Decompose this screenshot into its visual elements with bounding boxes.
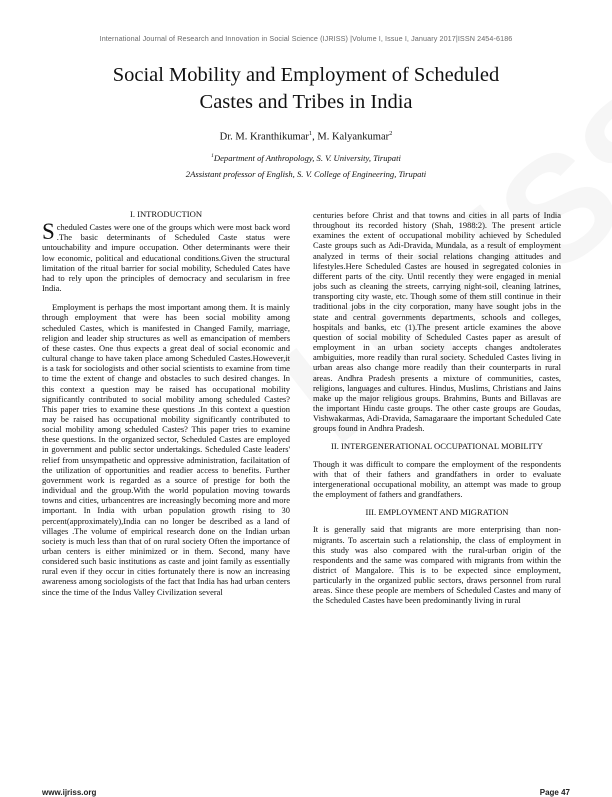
affiliation-1 <box>40 153 572 163</box>
author-list <box>40 130 572 143</box>
affiliation-1-superscript: 1 <box>211 153 214 160</box>
intro-paragraph-2: Employment is perhaps the most important among them. It is mainly through employment that were has been social mobility among scheduled Castes, which is manifested in Changed Family, marriage, religion and leader ship structures as well as emancipation of members of these castes. One thus expects a great deal of social economic and cultural change to have taken place among Scheduled Castes.However,it is a task for sociologists and other social scientists to examine from time to time the extent of change and obstacles to such desired changes. In this context a question may be raised has occupational mobility significantly contributed to social mobility among scheduled Castes? This paper tries to examine these questions .In this context a question may be raised has occupational mobility significantly contributed to social mobility among scheduled Castes? This paper tries to examine these questions. In the organized sector, Scheduled Castes are employed in government and public sector undertakings. Scheduled Caste leaders' relief from unsympathetic and oppressive administration, facilaitation of the utilization of opportunities and readier access to benefits. Further government work is regarded as a source of prestige for both the individual and the group.With the world population moving towards towns and cities, urbancentres are increasingly becoming more and more important. In India with urban population growth rising to 30 percent(approximately),India can no longer be described as a land of villages .The volume of empirical research done on the Indian urban society is much less than that of on rural society Often the importance of urban centers is either minimized or in them. Second, many have considered such basic institutions as caste and joint family as essentially rural even if they occur in cities fortunately there is now an increasing awareness among sociologists of the fact that India has had urban centers since the time of the Indus Valley Civilization several <box>42 302 290 597</box>
drop-cap: S <box>42 219 55 245</box>
right-paragraph-3: It is generally said that migrants are more enterprising than non-migrants. To ascertain such a relationship, the class of employment in this study was also compared with the rural-urban origin of the respondents and the same was compared with migrants from within the district of Mangalore. This is to be expected since employment, particularly in the organized public sectors, draws personnel from rural areas. Since these people are members of Scheduled Castes and many of the Scheduled Castes have been predominantly living in rural <box>313 524 561 606</box>
affiliation-2: 2Assistant professor of English, S. V. College of Engineering, Tirupati <box>185 169 427 179</box>
section-heading-introduction: I. INTRODUCTION <box>129 209 203 219</box>
intro-paragraph-1-text: cheduled Castes were one of the groups which were most back word .The basic determinants of Scheduled Caste status were untouchability and impure occupation. Other determinants were their low economic, political and educational conditions.Given the structural limitation of the ritual barrier for social mobility, Scheduled Cates have had to rely upon the principles of democracy and secularism in free India. <box>42 222 290 294</box>
journal-header: International Journal of Research and Innovation in Social Science (IJRISS) |Volume I, Issue I, January 2017|ISSN 2454-6186 <box>99 34 513 43</box>
section-heading-intergenerational: II. INTERGENERATIONAL OCCUPATIONAL MOBILITY <box>331 441 543 452</box>
author-separator: , <box>312 131 318 143</box>
intro-paragraph-1 <box>42 219 290 294</box>
author-1-superscript: 1 <box>308 130 313 137</box>
author-2: M. Kalyankumar <box>317 131 390 143</box>
footer-page-number: Page 47 <box>539 788 570 797</box>
right-column <box>313 210 561 770</box>
paper-title <box>40 62 572 116</box>
section-heading-employment-migration: III. EMPLOYMENT AND MIGRATION <box>365 507 509 518</box>
right-paragraph-2: Though it was difficult to compare the employment of the respondents with that of their fathers and grandfathers in order to evaluate intergenerational occupational mobility, an attempt was made to group the employment of fathers and grandfathers. <box>313 458 561 500</box>
affiliation-1-text: Department of Anthropology, S. V. University, Tirupati <box>213 153 401 163</box>
author-2-superscript: 2 <box>389 130 393 137</box>
author-1: Dr. M. Kranthikumar <box>219 131 309 143</box>
title-line-1: Social Mobility and Employment of Scheduled <box>112 64 500 86</box>
title-line-2: Castes and Tribes in India <box>199 91 413 113</box>
right-paragraph-1: centuries before Christ and that towns and cities in all parts of India throughout its recorded history (Shah, 1988:2). The present article examines the extent of occupational mobility achieved by Scheduled Caste groups such as Adi-Dravida, Mundala, as a result of employment analyzed in terms of their social relations changing attitudes and lifestyles.Here Scheduled Castes are housed in segregated colonies in different parts of the city. Until recently they were engaged in menial jobs such as cleaning the streets, carrying night-soil, cleaning latrines, transporting city waste, etc. Though some of them still continue in their traditional jobs in the city corporation, many have sought jobs in the state and central governments departments, schools and colleges, hospitals and banks, etc (1).The present article examines the above question of social mobility of Scheduled Castes paper as aresult of employment in an urban society accepts changes andtolerates ambiguities, more readily than rural society. Scheduled Castes living in urban areas also change more readily than their counterparts in rural areas. Andhra Pradesh presents a mixture of communities, castes, religions, languages and cultures. Hindus, Muslims, Christians and Jains make up the major religious groups. Brahmins, Bunts and Billavas are the important Hindu caste groups. The other caste groups are Goudas, Vishwakarmas, Adi-Dravida, Samagaraare the important Scheduled Cate groups found in Andhra Pradesh. <box>313 210 561 434</box>
footer-website-link[interactable]: www.ijriss.org <box>42 788 97 797</box>
left-column <box>42 209 290 769</box>
